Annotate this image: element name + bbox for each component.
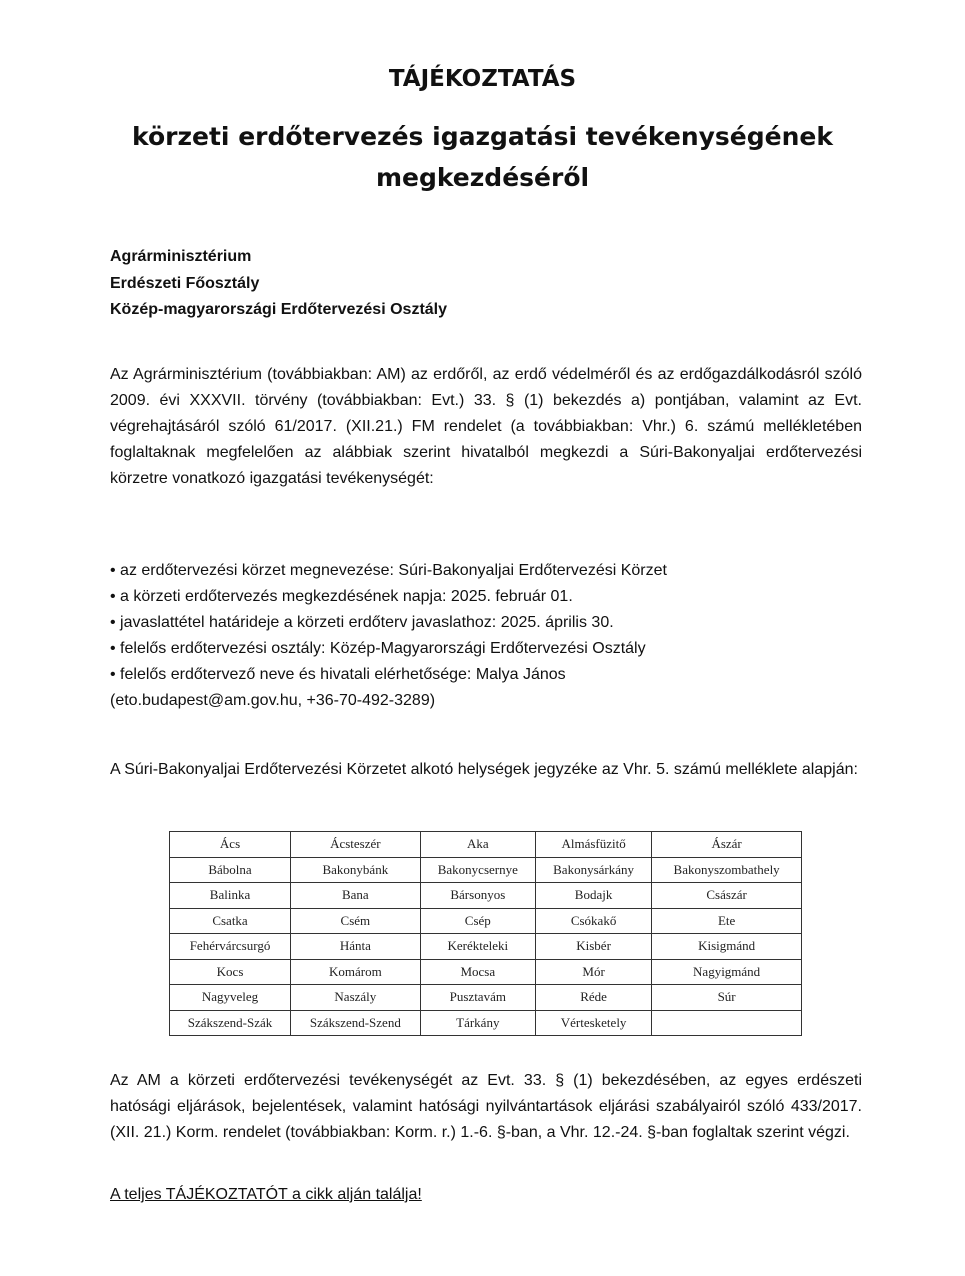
table-cell: Kocs xyxy=(170,959,291,985)
list-item: • javaslattétel határideje a körzeti erdőterv javaslathoz: 2025. április 30. xyxy=(110,614,614,631)
table-row xyxy=(170,934,802,960)
list-item: • az erdőtervezési körzet megnevezése: Súri-Bakonyaljai Erdőtervezési Körzet xyxy=(110,562,667,579)
intro-paragraph: Az Agrárminisztérium (továbbiakban: AM) az erdőről, az erdő védelméről és az erdőgazdálkodásról szóló 2009. évi XXXVII. törvény (továbbiakban: Evt.) 33. § (1) bekezdés a) pontjában, valamint az Evt. végrehajtásáról szóló 61/2017. (XII.21.) FM rendelet (a továbbiakban: Vhr.) 6. számú mellékletében foglaltaknak megfelelően az alábbiak szerint hivatalból megkezdi a Súri-Bakonyaljai erdőtervezési körzetre vonatkozó igazgatási tevékenységét: xyxy=(110,366,862,487)
table-cell: Fehérvárcsurgó xyxy=(170,934,291,960)
table-cell: Tárkány xyxy=(420,1010,535,1036)
table-row xyxy=(170,883,802,909)
closing-paragraph: Az AM a körzeti erdőtervezési tevékenységét az Evt. 33. § (1) bekezdésében, az egyes erdészeti hatósági eljárások, bejelentések, valamint hatósági nyilvántartások eljárási szabályairól szóló 433/2017. (XII. 21.) Korm. rendelet (továbbiakban: Korm. r.) 1.-6. §-ban, a Vhr. 12.-24. §-ban foglaltak szerint végzi. xyxy=(110,1072,862,1141)
details-list xyxy=(110,558,667,714)
table-cell: Szákszend-Szák xyxy=(170,1010,291,1036)
org-division: Közép-magyarországi Erdőtervezési Osztály xyxy=(110,301,448,318)
places-intro: A Súri-Bakonyaljai Erdőtervezési Körzetet alkotó helységek jegyzéke az Vhr. 5. számú melléklete alapján: xyxy=(110,761,858,778)
table-cell: Naszály xyxy=(291,985,421,1011)
table-cell: Bodajk xyxy=(535,883,651,909)
table-cell: Kerékteleki xyxy=(420,934,535,960)
full-info-link[interactable]: A teljes TÁJÉKOZTATÓT a cikk alján találja! xyxy=(110,1186,422,1203)
list-item: • felelős erdőtervezési osztály: Közép-Magyarországi Erdőtervezési Osztály xyxy=(110,640,646,657)
table-cell: Császár xyxy=(652,883,802,909)
list-item-contact: (eto.budapest@am.gov.hu, +36-70-492-3289) xyxy=(110,692,436,709)
subtitle-line: körzeti erdőtervezés igazgatási tevékenységének xyxy=(132,122,833,151)
table-cell: Csókakő xyxy=(535,908,651,934)
org-department: Erdészeti Főosztály xyxy=(110,274,260,292)
table-cell: Bakonybánk xyxy=(291,857,421,883)
table-cell: Bakonyszombathely xyxy=(652,857,802,883)
org-ministry: Agrárminisztérium xyxy=(110,248,252,265)
table-cell: Ászár xyxy=(652,832,802,858)
table-cell: Bábolna xyxy=(170,857,291,883)
table-cell: Kisigmánd xyxy=(652,934,802,960)
table-cell: Csatka xyxy=(170,908,291,934)
table-row xyxy=(170,857,802,883)
table-cell: Pusztavám xyxy=(420,985,535,1011)
table-cell: Bakonycsernye xyxy=(420,857,535,883)
table-cell: Mocsa xyxy=(420,959,535,985)
table-cell: Súr xyxy=(652,985,802,1011)
table-row xyxy=(170,1010,802,1036)
subtitle-line: megkezdéséről xyxy=(375,163,590,192)
document-title: TÁJÉKOZTATÁS xyxy=(388,66,577,92)
table-cell: Csém xyxy=(291,908,421,934)
table-cell: Ács xyxy=(170,832,291,858)
table-cell: Almásfüzitő xyxy=(535,832,651,858)
table-cell: Hánta xyxy=(291,934,421,960)
table-row xyxy=(170,985,802,1011)
table-cell: Bakonysárkány xyxy=(535,857,651,883)
table-cell: Szákszend-Szend xyxy=(291,1010,421,1036)
organization-block xyxy=(110,244,447,324)
table-cell: Kisbér xyxy=(535,934,651,960)
table-cell: Aka xyxy=(420,832,535,858)
table-cell: Komárom xyxy=(291,959,421,985)
table-cell: Ácsteszér xyxy=(291,832,421,858)
table-row xyxy=(170,959,802,985)
table-cell: Bana xyxy=(291,883,421,909)
table-cell: Nagyveleg xyxy=(170,985,291,1011)
places-table xyxy=(169,831,802,1036)
table-row xyxy=(170,908,802,934)
list-item: • felelős erdőtervező neve és hivatali elérhetősége: Malya János xyxy=(110,666,566,683)
table-cell: Csép xyxy=(420,908,535,934)
document-subtitle xyxy=(0,116,965,198)
table-cell: Nagyigmánd xyxy=(652,959,802,985)
table-row xyxy=(170,832,802,858)
table-cell: Bársonyos xyxy=(420,883,535,909)
table-cell: Mór xyxy=(535,959,651,985)
table-cell: Réde xyxy=(535,985,651,1011)
table-cell: Ete xyxy=(652,908,802,934)
list-item: • a körzeti erdőtervezés megkezdésének napja: 2025. február 01. xyxy=(110,588,573,605)
table-cell: Balinka xyxy=(170,883,291,909)
table-cell xyxy=(652,1010,802,1036)
table-cell: Vértesketely xyxy=(535,1010,651,1036)
